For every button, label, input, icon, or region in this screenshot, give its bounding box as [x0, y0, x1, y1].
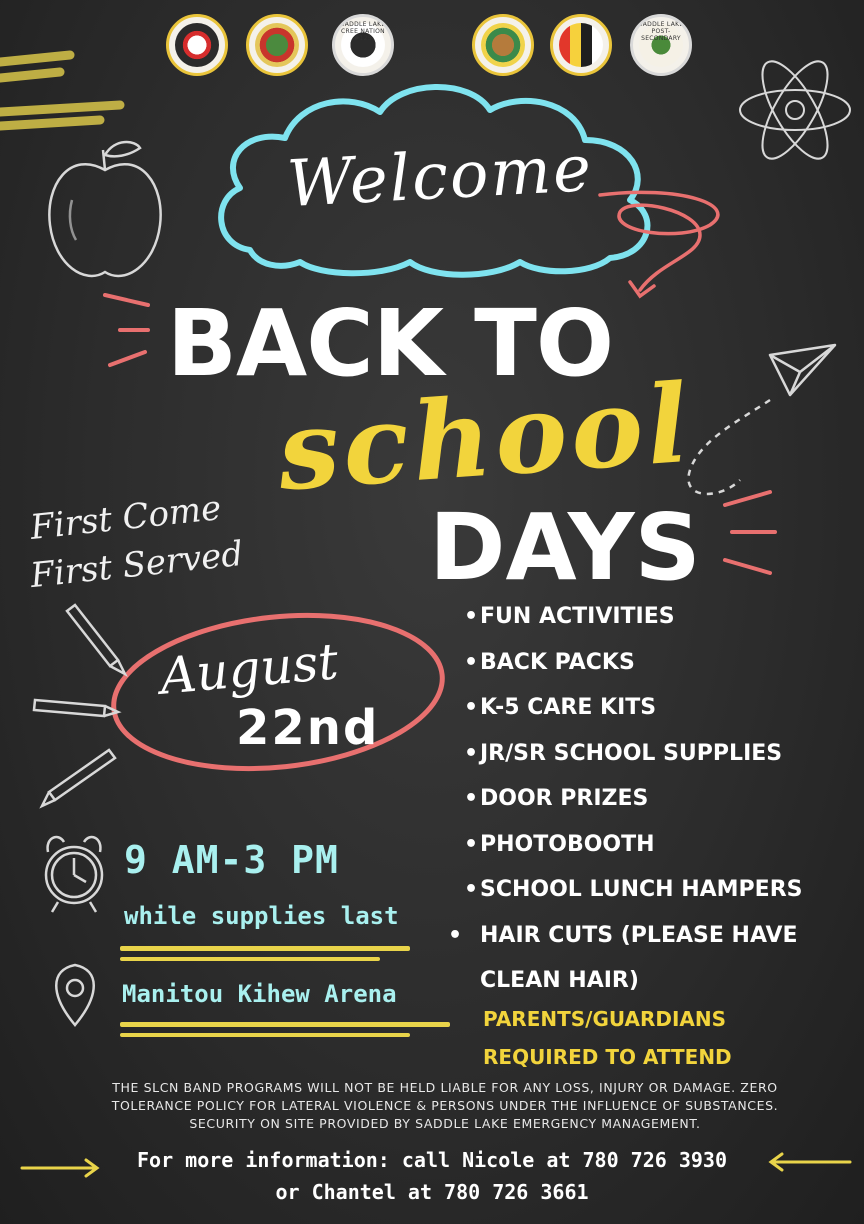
apple-icon: [49, 142, 160, 276]
list-item: •FUN ACTIVITIES: [464, 604, 675, 629]
first-come-text: First Come: [28, 488, 224, 548]
list-item: •JR/SR SCHOOL SUPPLIES: [464, 740, 783, 766]
contact-line-1: For more information: call Nicole at 780 726 3930: [136, 1148, 727, 1172]
first-served-text: First Served: [28, 533, 245, 597]
list-item: •K-5 CARE KITS: [464, 695, 657, 720]
alarm-clock-icon: [46, 837, 102, 912]
coral-swirl-arrow: [600, 192, 718, 296]
welcome-heading: Welcome: [285, 132, 595, 222]
days-heading: DAYS: [429, 494, 701, 601]
location-pin-icon: [56, 965, 94, 1025]
yellow-scribble: [0, 55, 120, 126]
list-item: •SCHOOL LUNCH HAMPERS: [464, 877, 803, 902]
date-day: 22nd: [236, 700, 380, 756]
parents-notice: PARENTS/GUARDIANS REQUIRED TO ATTEND: [483, 1007, 732, 1069]
atom-icon: [740, 52, 850, 167]
disclaimer-text: THE SLCN BAND PROGRAMS WILL NOT BE HELD LIABLE FOR ANY LOSS, INJURY OR DAMAGE. ZERO TOLERANCE POLICY FOR LATERAL VIOLENCE & PERSONS UNDER THE INFLUENCE OF SUBSTANCES. SECURITY ON SITE PROVIDED BY SADDLE LAKE EMERGENCY MANAGEMENT.: [111, 1080, 779, 1131]
list-item: •PHOTOBOOTH: [464, 831, 655, 857]
nation-logo-1: [166, 14, 228, 76]
school-heading: school: [274, 360, 696, 516]
saddle-lake-cree-nation-logo: SADDLE LAKE CREE NATION #125: [332, 14, 394, 76]
supplies-note: while supplies last: [124, 902, 399, 930]
coral-dashes-right: [725, 492, 775, 573]
activities-list: [448, 594, 859, 1004]
daycare-logo: [472, 14, 534, 76]
contact-line-2: or Chantel at 780 726 3661: [275, 1180, 589, 1204]
event-location: Manitou Kihew Arena: [122, 980, 397, 1008]
nation-logo-2: [246, 14, 308, 76]
list-item: •BACK PACKS: [464, 649, 635, 675]
list-item: •DOOR PRIZES: [464, 786, 649, 811]
date-month: August: [157, 632, 341, 706]
coral-dashes-left: [105, 295, 148, 365]
event-time: 9 AM-3 PM: [124, 838, 339, 882]
back-to-heading: BACK TO: [166, 290, 614, 397]
nation-logo-5: [550, 14, 612, 76]
list-item: • HAIR CUTS (PLEASE HAVE CLEAN HAIR): [448, 922, 798, 993]
saddle-lake-post-secondary-logo: SADDLE LAKE POST-SECONDARY: [630, 14, 692, 76]
